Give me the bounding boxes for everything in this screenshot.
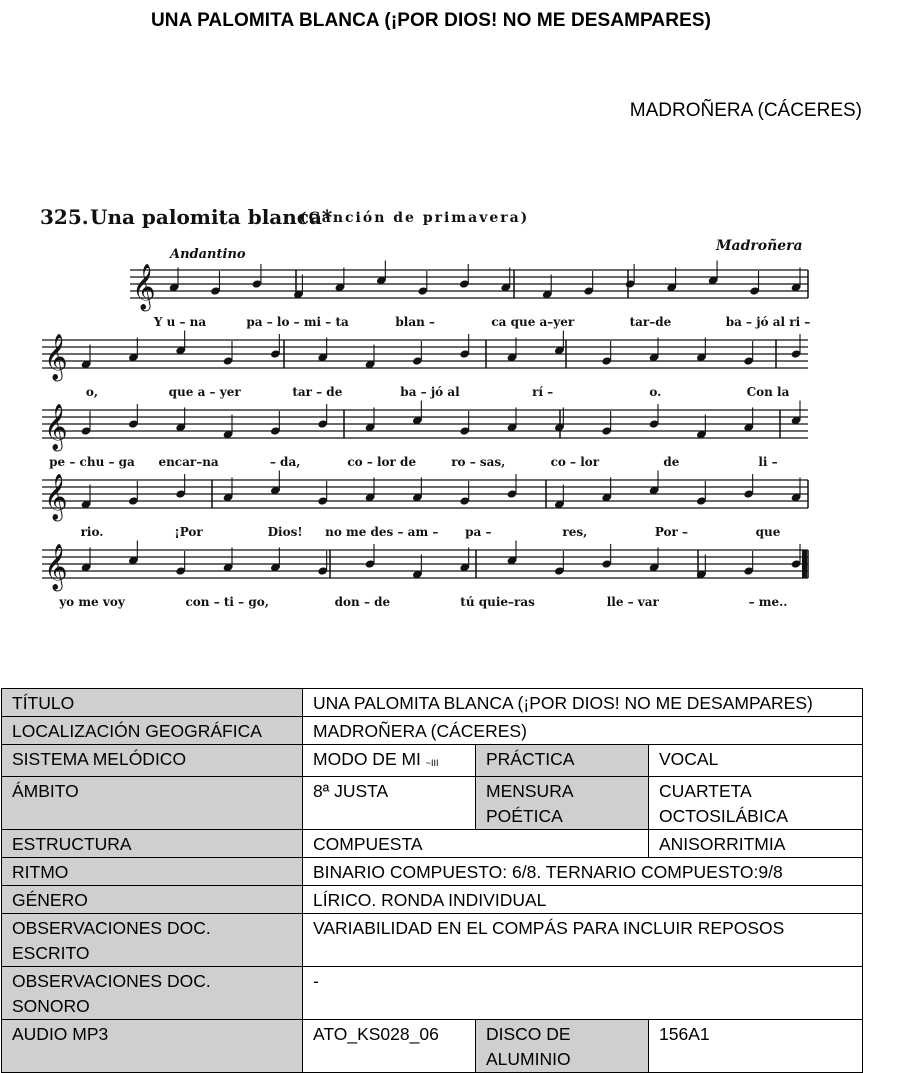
lyric-syllable: blan – <box>395 315 436 329</box>
estructura-value: COMPUESTA <box>303 830 649 858</box>
lyric-syllable: ca que a–yer <box>491 315 575 329</box>
final-barline <box>802 550 807 578</box>
mensura-label: MENSURA POÉTICA <box>476 777 649 830</box>
treble-clef: 𝄞 <box>44 404 68 450</box>
sistema-subscript: ~III <box>425 758 439 768</box>
obs-escrito-value: VARIABILIDAD EN EL COMPÁS PARA INCLUIR REPOSOS <box>303 914 863 967</box>
lyric-syllable: Con la <box>746 385 790 399</box>
lyric-syllable: ba – jó al <box>400 385 460 399</box>
score-tempo: Andantino <box>170 247 246 262</box>
row-ambito <box>2 777 863 830</box>
row-genero <box>2 886 863 914</box>
score-subtitle: (Canción de primavera) <box>300 210 530 226</box>
score-number: 325. <box>40 205 89 229</box>
titulo-label: TÍTULO <box>2 689 303 717</box>
lyric-syllable: ¡Por <box>174 525 203 539</box>
sistema-value-text: MODO DE MI <box>313 749 421 769</box>
lyric-syllable: Y u – na <box>153 315 207 329</box>
row-sistema <box>2 745 863 777</box>
mensura-value: CUARTETA OCTOSILÁBICA <box>649 777 863 830</box>
lyric-syllable: ro – sas, <box>451 455 506 469</box>
lyric-syllable: Dios! <box>267 525 303 539</box>
sistema-value <box>303 745 476 777</box>
genero-value: LÍRICO. RONDA INDIVIDUAL <box>303 886 863 914</box>
lyric-syllable: tar–de <box>629 315 672 329</box>
lyric-syllable: pa – lo – mi – ta <box>246 315 349 329</box>
lyric-syllable: co – lor de <box>347 455 417 469</box>
titulo-value: UNA PALOMITA BLANCA (¡POR DIOS! NO ME DESAMPARES) <box>303 689 863 717</box>
treble-clef: 𝄞 <box>44 544 68 590</box>
lyric-syllable: lle – var <box>606 595 659 609</box>
metadata-table <box>1 688 863 1073</box>
score-title: Una palomita blanca* <box>90 205 333 229</box>
ritmo-value: BINARIO COMPUESTO: 6/8. TERNARIO COMPUESTO:9/8 <box>303 858 863 886</box>
lyric-syllable: tú quie–ras <box>460 595 535 609</box>
lyric-syllable: pa – <box>465 525 492 539</box>
treble-clef: 𝄞 <box>44 474 68 520</box>
practica-label: PRÁCTICA <box>476 745 649 777</box>
lyric-syllable: Por – <box>654 525 689 539</box>
estructura-value-2: ANISORRITMIA <box>649 830 863 858</box>
lyric-syllable: con – ti – go, <box>185 595 269 609</box>
obs-sonoro-value: - <box>303 967 863 1020</box>
lyric-syllable: tar – de <box>292 385 343 399</box>
lyric-syllable: – me.. <box>748 595 788 609</box>
row-titulo <box>2 689 863 717</box>
row-localizacion <box>2 717 863 745</box>
ambito-value: 8ª JUSTA <box>303 777 476 830</box>
audio-value: ATO_KS028_06 <box>303 1020 476 1073</box>
ritmo-label: RITMO <box>2 858 303 886</box>
lyric-syllable: que <box>755 525 781 539</box>
treble-clef: 𝄞 <box>44 334 68 380</box>
lyric-syllable: no me des – am – <box>325 525 439 539</box>
ambito-label: ÁMBITO <box>2 777 303 830</box>
score-place: Madroñera <box>716 238 803 254</box>
lyric-syllable: co – lor <box>550 455 600 469</box>
lyric-syllable: – da, <box>269 455 301 469</box>
disco-value: 156A1 <box>649 1020 863 1073</box>
music-score <box>38 198 823 638</box>
audio-label: AUDIO MP3 <box>2 1020 303 1073</box>
lyric-syllable: rio. <box>80 525 104 539</box>
practica-value: VOCAL <box>649 745 863 777</box>
obs-sonoro-label: OBSERVACIONES DOC. SONORO <box>2 967 303 1020</box>
obs-escrito-label: OBSERVACIONES DOC. ESCRITO <box>2 914 303 967</box>
lyric-syllable: o. <box>649 385 662 399</box>
estructura-label: ESTRUCTURA <box>2 830 303 858</box>
lyric-syllable: li – <box>758 455 778 469</box>
music-score-image <box>38 198 823 638</box>
disco-label: DISCO DE ALUMINIO <box>476 1020 649 1073</box>
lyric-syllable: yo me voy <box>59 595 125 609</box>
lyric-syllable: pe – chu – ga <box>49 455 135 469</box>
lyric-syllable: de <box>663 455 680 469</box>
row-estructura <box>2 830 863 858</box>
lyric-syllable: o, <box>85 385 99 399</box>
lyric-syllable: res, <box>562 525 588 539</box>
localizacion-value: MADROÑERA (CÁCERES) <box>303 717 863 745</box>
treble-clef: 𝄞 <box>132 264 156 310</box>
lyric-syllable: rí – <box>532 385 554 399</box>
sistema-label: SISTEMA MELÓDICO <box>2 745 303 777</box>
lyric-syllable: don – de <box>334 595 391 609</box>
staff-systems <box>42 261 810 610</box>
row-ritmo <box>2 858 863 886</box>
genero-label: GÉNERO <box>2 886 303 914</box>
document-title: UNA PALOMITA BLANCA (¡POR DIOS! NO ME DESAMPARES) <box>150 10 712 31</box>
lyric-syllable: encar–na <box>158 455 219 469</box>
lyric-syllable: que a – yer <box>168 385 241 399</box>
lyric-syllable: ba – jó al ri – <box>725 315 811 329</box>
row-obs-escrito <box>2 914 863 967</box>
row-obs-sonoro <box>2 967 863 1020</box>
location-heading: MADROÑERA (CÁCERES) <box>629 100 862 121</box>
localizacion-label: LOCALIZACIÓN GEOGRÁFICA <box>2 717 303 745</box>
